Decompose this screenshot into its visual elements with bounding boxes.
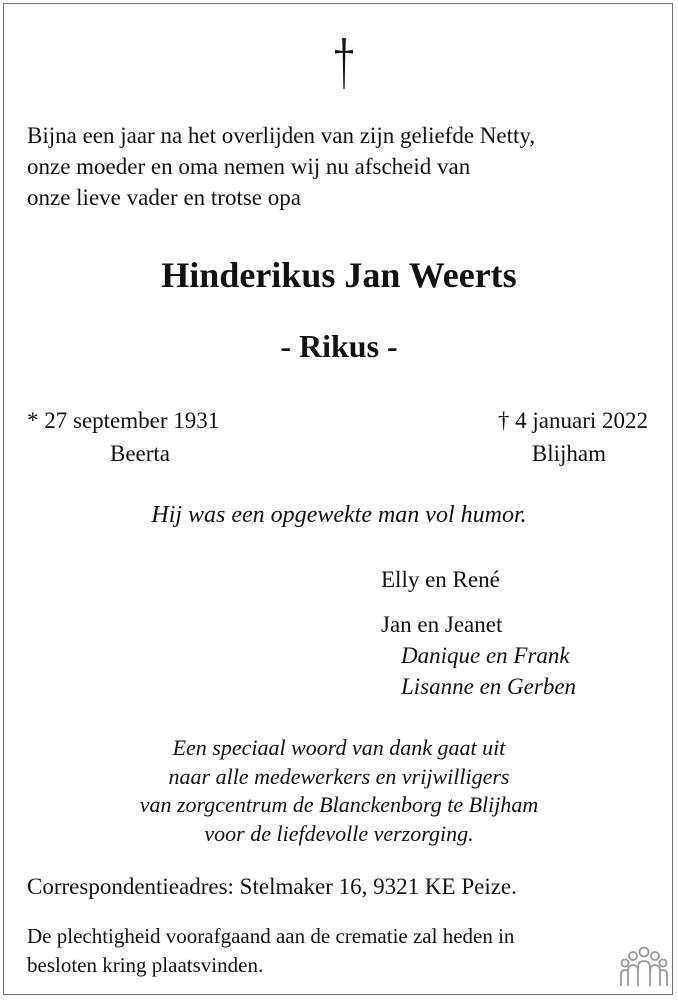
family-member: Jan en Jeanet — [381, 612, 503, 637]
death-place: Blijham — [531, 441, 606, 466]
intro-text — [27, 120, 667, 213]
grandchild: Lisanne en Gerben — [401, 674, 577, 699]
people-group-icon — [618, 944, 670, 988]
ceremony-line: besloten kring plaatsvinden. — [27, 953, 264, 977]
thanks-line: van zorgcentrum de Blanckenborg te Blijham — [139, 792, 539, 817]
thanks-text — [4, 734, 674, 848]
intro-line: Bijna een jaar na het overlijden van zijn geliefde Netty, — [27, 123, 536, 148]
thanks-line: voor de liefdevolle verzorging. — [204, 820, 474, 846]
correspondence-address: Correspondentieadres: Stelmaker 16, 9321 KE Peize. — [27, 874, 517, 899]
intro-line: onze lieve vader en trotse opa — [27, 185, 301, 210]
thanks-line: naar alle medewerkers en vrijwilligers — [168, 763, 510, 789]
deceased-name: Hinderikus Jan Weerts — [161, 255, 517, 295]
obituary-card — [3, 3, 673, 995]
tagline: Hij was een opgewekte man vol humor. — [151, 502, 527, 528]
family-spacer — [381, 595, 576, 609]
family-member: Elly en René — [381, 567, 500, 592]
cross-icon — [329, 34, 359, 94]
birth-place: Beerta — [110, 441, 171, 466]
intro-line: onze moeder en oma nemen wij nu afscheid van — [27, 154, 471, 179]
grandchild: Danique en Frank — [401, 643, 570, 668]
ceremony-line: De plechtigheid voorafgaand aan de crematie zal heden in — [27, 924, 515, 948]
family-list — [381, 564, 576, 702]
ceremony-text — [27, 922, 514, 980]
birth-date: * 27 september 1931 — [27, 408, 220, 433]
death-date: † 4 januari 2022 — [497, 408, 648, 433]
deceased-nickname: - Rikus - — [280, 328, 398, 364]
thanks-line: Een speciaal woord van dank gaat uit — [172, 735, 506, 760]
